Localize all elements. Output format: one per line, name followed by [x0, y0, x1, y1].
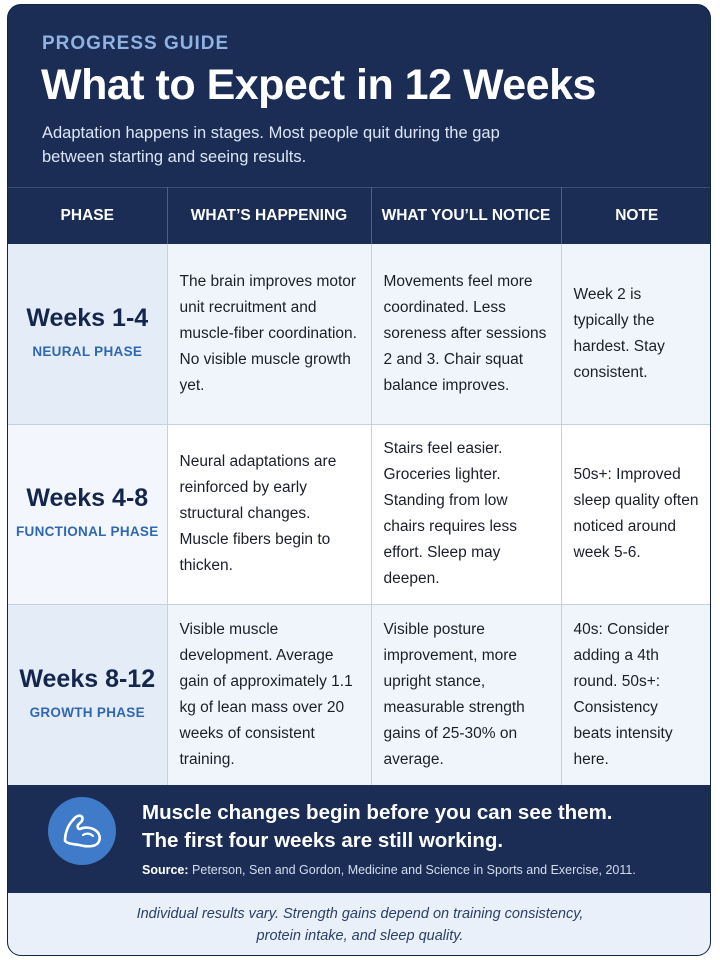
key-insight-callout: [8, 785, 711, 893]
header: [8, 5, 711, 187]
notice-cell: [371, 604, 561, 785]
notice-cell: [371, 424, 561, 604]
phase-cell: [8, 604, 167, 785]
phase-name: Weeks 4-8: [26, 484, 149, 512]
notice-cell: [371, 244, 561, 424]
column-header-happening: WHAT’S HAPPENING: [167, 188, 371, 245]
note-cell: [561, 424, 711, 604]
notice-text: Visible posture improvement, more upright stance, measurable strength gains of 25-30% on average.: [383, 620, 525, 768]
note-text: 50s+: Improved sleep quality often noticed around week 5-6.: [573, 466, 699, 561]
happening-cell: [167, 244, 371, 424]
table-row: [8, 604, 711, 785]
notice-text: Movements feel more coordinated. Less soreness after sessions 2 and 3. Chair squat balance improves.: [383, 272, 547, 394]
notice-text: Stairs feel easier. Groceries lighter. Standing from low chairs requires less effort. Sleep may deepen.: [383, 440, 518, 587]
happening-text: The brain improves motor unit recruitment and muscle-fiber coordination. No visible muscle growth yet.: [179, 272, 357, 394]
column-header-phase: PHASE: [8, 188, 167, 245]
phase-tag: FUNCTIONAL PHASE: [15, 524, 159, 539]
table-row: [8, 244, 711, 424]
callout-subheadline: The first four weeks are still working.: [142, 829, 504, 852]
column-header-note: NOTE: [561, 188, 711, 245]
phase-tag: GROWTH PHASE: [29, 704, 145, 720]
page-title: What to Expect in 12 Weeks: [41, 61, 596, 109]
source-label: Source:: [142, 863, 189, 877]
phase-cell: [8, 424, 167, 604]
happening-text: Neural adaptations are reinforced by early structural changes. Muscle fibers begin to thicken.: [179, 453, 337, 574]
callout-headline: Muscle changes begin before you can see them.: [142, 801, 613, 824]
eyebrow-label: PROGRESS GUIDE: [42, 33, 230, 54]
table-row: [8, 424, 711, 604]
disclaimer-footer: [8, 893, 711, 956]
source-text: Peterson, Sen and Gordon, Medicine and Science in Sports and Exercise, 2011.: [192, 863, 636, 877]
note-text: 40s: Consider adding a 4th round. 50s+: Consistency beats intensity here.: [573, 620, 673, 768]
happening-text: Visible muscle development. Average gain of approximately 1.1 kg of lean mass over 20 weeks of consistent training.: [179, 620, 353, 768]
phase-name: Weeks 1-4: [26, 303, 149, 332]
progress-guide-card: [7, 4, 711, 956]
note-cell: [561, 244, 711, 424]
phase-table: [8, 187, 711, 786]
table-header-row: [8, 188, 711, 245]
note-text: Week 2 is typically the hardest. Stay consistent.: [573, 285, 665, 381]
column-header-notice: WHAT YOU’LL NOTICE: [371, 188, 561, 245]
note-cell: [561, 604, 711, 785]
disclaimer-line-1: Individual results vary. Strength gains depend on training consistency,: [136, 906, 584, 922]
source-citation: [142, 863, 636, 877]
phase-tag: NEURAL PHASE: [32, 343, 143, 359]
happening-cell: [167, 424, 371, 604]
happening-cell: [167, 604, 371, 785]
phase-cell: [8, 244, 167, 424]
flexed-arm-icon: [59, 811, 105, 851]
disclaimer-line-2: protein intake, and sleep quality.: [256, 928, 464, 944]
callout-badge: [48, 797, 116, 865]
page-subtitle: Adaptation happens in stages. Most people quit during the gap between starting and seeing results.: [42, 124, 500, 166]
phase-name: Weeks 8-12: [19, 664, 156, 693]
